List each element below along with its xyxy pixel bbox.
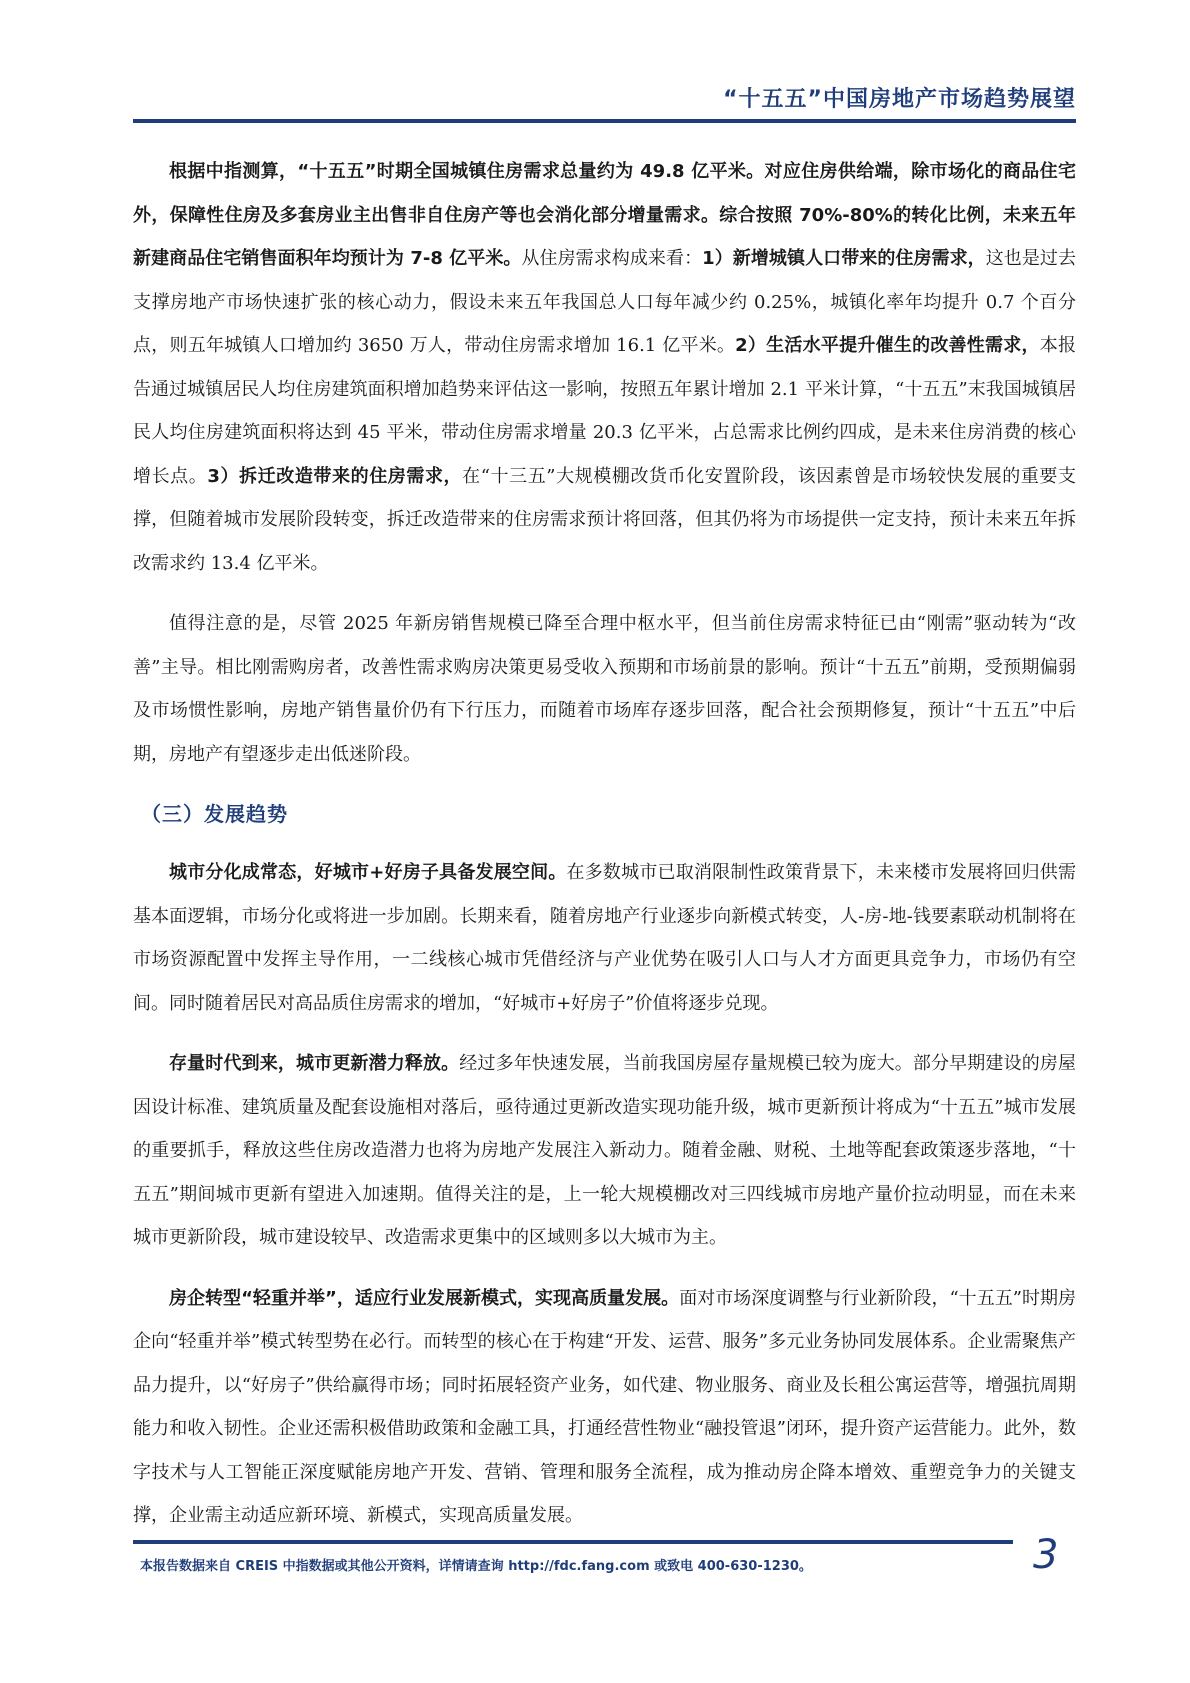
text-run: 存量时代到来，城市更新潜力释放。 [169,1053,460,1074]
text-run: 值得注意的是，尽管 2025 年新房销售规模已降至合理中枢水平，但当前住房需求特征已由“刚需”驱动转为“改善”主导。相比刚需购房者，改善性需求购房决策更易受收入预期和市场前景的影响。预计“十五五”前期，受预期偏弱及市场惯性影响，房地产销售量价仍有下行压力，而随着市场库存逐步回落，配合社会预期修复，预计“十五五”中后期，房地产有望逐步走出低迷阶段。 [133,613,1076,765]
section-heading: （三）发展趋势 [141,802,288,826]
text-run: 根据中指测算，“十五五”时期全国城镇住房需求总量约为 49.8 亿平米。对应住房供给端，除市场化的商品住宅外，保障性住房及多套房业主出售非自住房产等也会消化部分增量需求。综合按照 70%-80%的转化比例，未来五年新建商品住宅销售面积年均预计为 7-8 亿平米。 [133,161,1076,269]
text-run: 3）拆迁改造带来的住房需求， [207,465,463,487]
paragraph-trend-city-divergence [133,851,1076,1025]
footer-divider [133,1540,1013,1544]
text-run: 房企转型“轻重并举”，适应行业发展新模式，实现高质量发展。 [169,1287,680,1309]
footer-source-note: 本报告数据来自 CREIS 中指数据或其他公开资料，详情请查询 http://fdc.fang.com 或致电 400-630-1230。 [140,1559,812,1574]
text-run: 城市分化成常态，好城市+好房子具备发展空间。 [169,862,567,883]
text-run: 本报告通过城镇居民人均住房建筑面积增加趋势来评估这一影响，按照五年累计增加 2.1 平米计算，“十五五”末我国城镇居民人均住房建筑面积将达到 45 平米，带动住房需求增量 20.3 亿平米，占总需求比例约四成，是未来住房消费的核心增长点。 [133,335,1076,487]
text-run: 经过多年快速发展，当前我国房屋存量规模已较为庞大。部分早期建设的房屋因设计标准、建筑质量及配套设施相对落后，亟待通过更新改造实现功能升级，城市更新预计将成为“十五五”城市发展的重要抓手，释放这些住房改造潜力也将为房地产发展注入新动力。随着金融、财税、土地等配套政策逐步落地，“十五五”期间城市更新有望进入加速期。值得关注的是，上一轮大规模棚改对三四线城市房地产量价拉动明显，而在未来城市更新阶段，城市建设较早、改造需求更集中的区域则多以大城市为主。 [133,1053,1077,1248]
text-run: 从住房需求构成来看： [521,248,703,269]
report-header-title: “十五五”中国房地产市场趋势展望 [723,87,1076,112]
text-run: 1）新增城镇人口带来的住房需求， [702,248,986,269]
text-run: 2）生活水平提升催生的改善性需求， [735,335,1040,356]
header-divider [133,119,1076,123]
document-body [133,150,1076,1555]
paragraph-demand-shift [133,602,1076,776]
paragraph-housing-demand [133,150,1076,585]
text-run: 在多数城市已取消限制性政策背景下，未来楼市发展将回归供需基本面逻辑，市场分化或将进一步加剧。长期来看，随着房地产行业逐步向新模式转变，人-房-地-钱要素联动机制将在市场资源配置中发挥主导作用，一二线核心城市凭借经济与产业优势在吸引人口与人才方面更具竞争力，市场仍有空间。同时随着居民对高品质住房需求的增加，“好城市+好房子”价值将逐步兑现。 [133,862,1076,1014]
text-run: 这也是过去支撑房地产市场快速扩张的核心动力，假设未来五年我国总人口每年减少约 0.25%，城镇化率年均提升 0.7 个百分点，则五年城镇人口增加约 3650 万人，带动住房需求增加 16.1 亿平米。 [133,248,1077,356]
paragraph-trend-urban-renewal [133,1042,1076,1260]
text-run: 面对市场深度调整与行业新阶段，“十五五”时期房企向“轻重并举”模式转型势在必行。而转型的核心在于构建“开发、运营、服务”多元业务协同发展体系。企业需聚焦产品力提升，以“好房子”供给赢得市场；同时拓展轻资产业务，如代建、物业服务、商业及长租公寓运营等，增强抗周期能力和收入韧性。企业还需积极借助政策和金融工具，打通经营性物业“融投管退”闭环，提升资产运营能力。此外，数字技术与人工智能正深度赋能房地产开发、营销、管理和服务全流程，成为推动房企降本增效、重塑竞争力的关键支撑，企业需主动适应新环境、新模式，实现高质量发展。 [133,1287,1076,1526]
paragraph-trend-developer-transformation [133,1277,1076,1538]
page-number: 3 [1033,1532,1059,1578]
text-run: 在“十三五”大规模棚改货币化安置阶段，该因素曾是市场较快发展的重要支撑，但随着城市发展阶段转变，拆迁改造带来的住房需求预计将回落，但其仍将为市场提供一定支持，预计未来五年拆改需求约 13.4 亿平米。 [133,465,1076,574]
